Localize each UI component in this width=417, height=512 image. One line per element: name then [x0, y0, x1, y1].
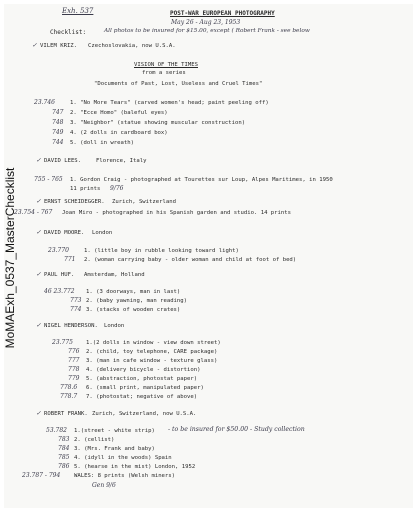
list-item: 3. (Mrs. Frank and baby): [74, 446, 155, 452]
accession-number: 774: [70, 306, 82, 313]
insurance-annotation: - to be insured for $50.00 - Study collection: [168, 426, 305, 433]
checklist-label: Checklist:: [50, 29, 87, 36]
accession-number: 46 23.772: [44, 288, 75, 295]
list-item: 1.(2 dolls in window - view down street): [86, 340, 221, 346]
check-mark: ✓: [36, 229, 42, 236]
print-count: 11 prints: [70, 186, 101, 192]
accession-number: 783: [58, 436, 70, 443]
artist-name: NIGEL HENDERSON.: [44, 323, 98, 329]
list-item: 5. (hearse in the mist) London, 1952: [74, 464, 196, 470]
list-item: 5. (doll in wreath): [70, 140, 134, 146]
list-item: 2. (woman carrying baby - older woman and child at foot of bed): [84, 257, 297, 263]
artist-name: ROBERT FRANK.: [44, 411, 88, 417]
list-item: 7. (photostat; negative of above): [86, 394, 198, 400]
exhibition-dates: May 26 - Aug 23, 1953: [171, 19, 241, 26]
accession-number: 748: [52, 119, 64, 126]
check-mark: ✓: [36, 410, 42, 417]
artist-place: London: [104, 323, 125, 329]
accession-number: 23.787 - 794: [22, 472, 61, 479]
list-item: 2. (baby yawning, man reading): [86, 298, 188, 304]
list-item: 6. (small print, manipulated paper): [86, 385, 204, 391]
accession-number: 749: [52, 129, 64, 136]
list-item: 3. "Neighbor" (statue showing muscular construction): [70, 120, 246, 126]
artist-name: DAVID MOORE.: [44, 230, 85, 236]
list-item: 3. (stacks of wooden crates): [86, 307, 181, 313]
list-item: 5. (abstraction, photostat paper): [86, 376, 198, 382]
accession-number: 786: [58, 463, 70, 470]
list-item: 4. (idyll in the woods) Spain: [74, 455, 172, 461]
artist-name: DAVID LEES.: [44, 158, 82, 164]
artist-name: PAUL HUF.: [44, 272, 75, 278]
list-item: 4. (2 dolls in cardboard box): [70, 130, 168, 136]
accession-number: 23.775: [52, 339, 73, 346]
list-item: 1. (3 doorways, man in last): [86, 289, 181, 295]
check-mark: ✓: [36, 198, 42, 205]
list-item: WALES: 8 prints (Welsh miners): [74, 473, 176, 479]
accession-number: 23.754 - 767: [14, 209, 53, 216]
list-item: 1. (little boy in rubble looking toward light): [84, 248, 239, 254]
accession-number: 773: [70, 297, 82, 304]
series-name: "Documents of Past, Lost, Useless and Cruel Times": [94, 81, 263, 87]
annotation: 9/76: [110, 185, 124, 192]
list-item: 2. "Ecce Homo" (baleful eyes): [70, 110, 168, 116]
artist-place: Amsterdam, Holland: [84, 272, 145, 278]
list-item: 3. (man in cafe window - texture glass): [86, 358, 218, 364]
insurance-note: All photos to be insured for $15.00, except ( Robert Frank - see below: [104, 28, 310, 34]
artist-place: London: [92, 230, 113, 236]
accession-number: 744: [52, 139, 64, 146]
artist-place: Florence, Italy: [96, 158, 147, 164]
accession-number: 771: [64, 256, 76, 263]
accession-number: 776: [68, 348, 80, 355]
accession-number: 755 - 765: [34, 176, 63, 183]
list-item: 1. Gordon Craig - photographed at Tourettes sur Loup, Alpes Maritimes, in 1950: [70, 177, 333, 183]
accession-number: 778.7: [60, 393, 78, 400]
artist-place: Zurich, Switzerland, now U.S.A.: [92, 411, 197, 417]
artist-name: VILEM KRIZ.: [40, 43, 78, 49]
accession-number: 23.746: [34, 99, 55, 106]
list-item: 2. (cellist): [74, 437, 115, 443]
accession-number: 777: [68, 357, 80, 364]
accession-number: 778: [68, 366, 80, 373]
artist-name: ERNST SCHEIDEGGER.: [44, 199, 105, 205]
check-mark: ✓: [32, 42, 38, 49]
accession-number: 23.770: [48, 247, 69, 254]
series-subtitle: from a series: [142, 70, 186, 76]
document-title: POST-WAR EUROPEAN PHOTOGRAPHY: [170, 10, 275, 17]
accession-number: 779: [68, 375, 80, 382]
artist-place: Czechoslovakia, now U.S.A.: [88, 43, 176, 49]
accession-number: 53.782: [46, 427, 67, 434]
accession-number: 778.6: [60, 384, 78, 391]
accession-number: 785: [58, 454, 70, 461]
artist-place: Zurich, Switzerland: [112, 199, 176, 205]
footnote: Gen 9/6: [92, 482, 116, 489]
check-mark: ✓: [36, 157, 42, 164]
list-item: 4. (delivery bicycle - distortion): [86, 367, 201, 373]
sidebar-label: MoMAExh_0537_MasterChecklist: [3, 167, 17, 349]
list-item: Joan Miro - photographed in his Spanish garden and studio. 14 prints: [62, 210, 292, 216]
exhibition-number: Exh. 537: [62, 7, 94, 15]
check-mark: ✓: [36, 322, 42, 329]
accession-number: 747: [52, 109, 64, 116]
series-title: VISION OF THE TIMES: [134, 62, 198, 68]
list-item: 2. (child, toy telephone, CARE package): [86, 349, 218, 355]
list-item: 1.(street - white strip): [74, 428, 155, 434]
list-item: 1. "No More Tears" (carved women's head; paint peeling off): [70, 100, 269, 106]
check-mark: ✓: [36, 271, 42, 278]
accession-number: 784: [58, 445, 70, 452]
